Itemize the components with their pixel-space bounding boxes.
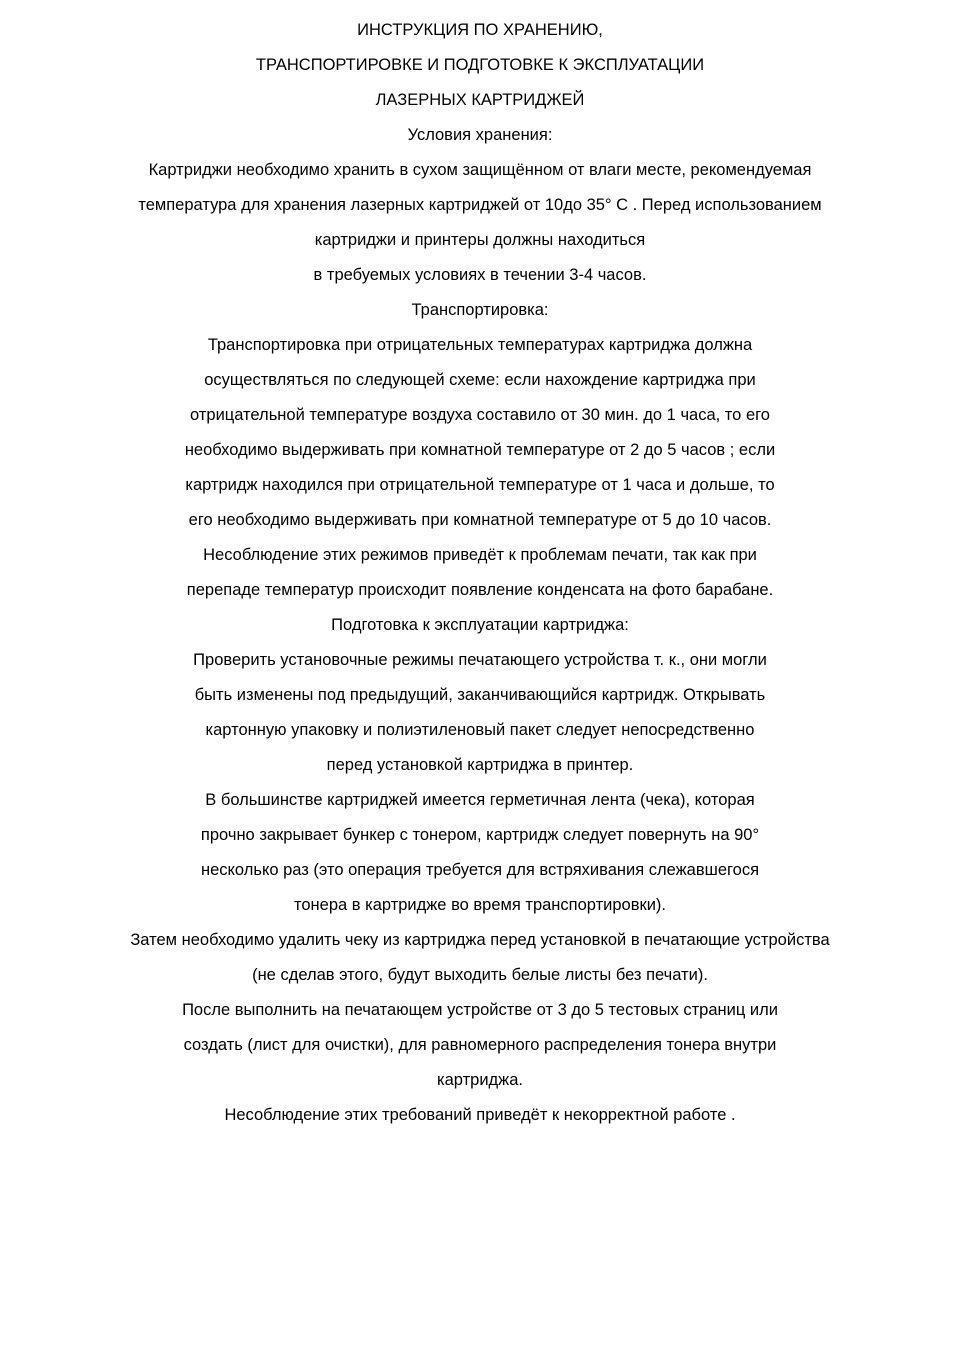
text-line: прочно закрывает бункер с тонером, картридж следует повернуть на 90° bbox=[200, 826, 760, 844]
text-line: (не сделав этого, будут выходить белые листы без печати). bbox=[252, 966, 708, 984]
text-line: в требуемых условиях в течении 3-4 часов. bbox=[313, 266, 647, 284]
section-storage-conditions bbox=[0, 118, 960, 293]
section-heading: Подготовка к эксплуатации картриджа: bbox=[331, 616, 629, 634]
title-line: ЛАЗЕРНЫХ КАРТРИДЖЕЙ bbox=[375, 91, 585, 109]
text-line: Несоблюдение этих требований приведёт к некорректной работе . bbox=[224, 1106, 736, 1124]
text-line: быть изменены под предыдущий, заканчивающийся картридж. Открывать bbox=[194, 686, 766, 704]
text-line: перепаде температур происходит появление конденсата на фото барабане. bbox=[186, 581, 774, 599]
text-line: перед установкой картриджа в принтер. bbox=[326, 756, 634, 774]
text-line: картридж находился при отрицательной температуре от 1 часа и дольше, то bbox=[185, 476, 775, 494]
document-title bbox=[0, 13, 960, 118]
text-line: несколько раз (это операция требуется для встряхивания слежавшегося bbox=[200, 861, 760, 879]
text-line: создать (лист для очистки), для равномерного распределения тонера внутри bbox=[183, 1036, 777, 1054]
section-heading: Условия хранения: bbox=[407, 126, 553, 144]
text-line: картриджа. bbox=[437, 1071, 523, 1089]
text-line: картриджи и принтеры должны находиться bbox=[314, 231, 646, 249]
text-line: температура для хранения лазерных картриджей от 10до 35° С . Перед использованием bbox=[138, 196, 822, 214]
text-line: В большинстве картриджей имеется герметичная лента (чека), которая bbox=[205, 791, 755, 809]
section-preparation bbox=[0, 608, 960, 1133]
text-line: Несоблюдение этих режимов приведёт к проблемам печати, так как при bbox=[203, 546, 757, 564]
section-heading: Транспортировка: bbox=[411, 301, 549, 319]
title-line: ТРАНСПОРТИРОВКЕ И ПОДГОТОВКЕ К ЭКСПЛУАТАЦИИ bbox=[255, 56, 705, 74]
text-line: Проверить установочные режимы печатающего устройства т. к., они могли bbox=[193, 651, 767, 669]
text-line: его необходимо выдерживать при комнатной температуре от 5 до 10 часов. bbox=[188, 511, 772, 529]
text-line: Затем необходимо удалить чеку из картриджа перед установкой в печатающие устройства bbox=[130, 931, 830, 949]
text-line: необходимо выдерживать при комнатной температуре от 2 до 5 часов ; если bbox=[184, 441, 776, 459]
title-line: ИНСТРУКЦИЯ ПО ХРАНЕНИЮ, bbox=[357, 21, 603, 39]
text-line: Транспортировка при отрицательных температурах картриджа должна bbox=[207, 336, 753, 354]
text-line: отрицательной температуре воздуха составило от 30 мин. до 1 часа, то его bbox=[190, 406, 770, 424]
text-line: тонера в картридже во время транспортировки). bbox=[294, 896, 666, 914]
text-line: Картриджи необходимо хранить в сухом защищённом от влаги месте, рекомендуемая bbox=[148, 161, 812, 179]
text-line: картонную упаковку и полиэтиленовый пакет следует непосредственно bbox=[205, 721, 755, 739]
section-transportation bbox=[0, 293, 960, 608]
text-line: осуществляться по следующей схеме: если нахождение картриджа при bbox=[204, 371, 756, 389]
text-line: После выполнить на печатающем устройстве от 3 до 5 тестовых страниц или bbox=[182, 1001, 778, 1019]
